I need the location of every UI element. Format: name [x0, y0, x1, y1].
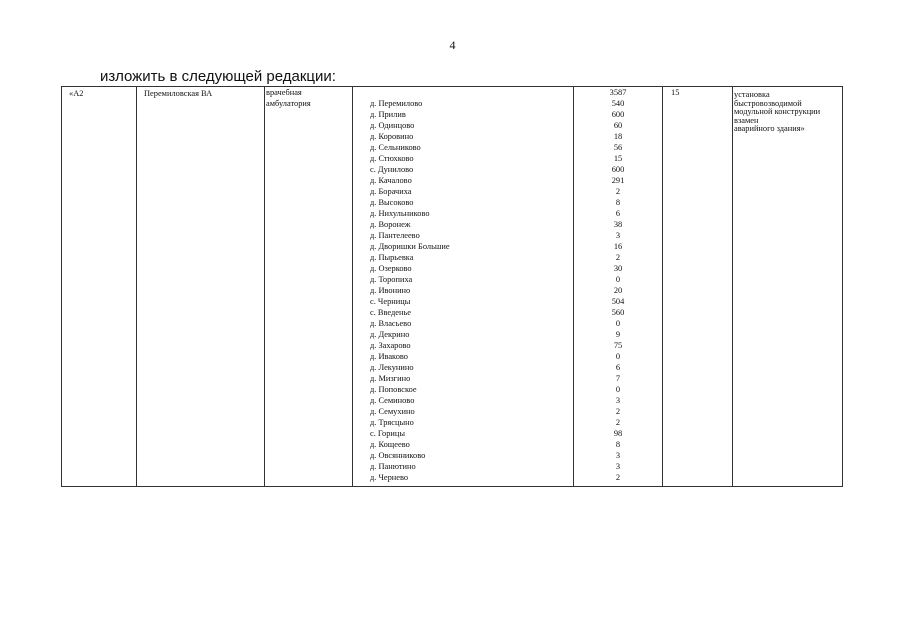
- settlement-population: 56: [613, 143, 623, 152]
- settlement-population: 600: [611, 110, 625, 119]
- facility-type-cell: [265, 87, 353, 487]
- settlement-name: д. Захарово: [370, 341, 411, 350]
- settlement-population: 3: [615, 396, 621, 405]
- settlement-population: 20: [613, 286, 623, 295]
- settlement-name: д. Коровино: [370, 132, 414, 141]
- settlement-population: 3: [615, 451, 621, 460]
- page-number: 4: [449, 38, 456, 52]
- settlement-name: д. Декрино: [370, 330, 410, 339]
- settlement-name: д. Иваково: [370, 352, 408, 361]
- notes-line: модульной конструкции: [734, 107, 821, 116]
- facility-table: [61, 86, 843, 487]
- settlement-name: д. Дворишки Большие: [370, 242, 450, 251]
- settlement-population: 8: [615, 198, 621, 207]
- settlement-population: 75: [613, 341, 623, 350]
- settlement-name: д. Борачиха: [370, 187, 412, 196]
- settlement-name: с. Горицы: [370, 429, 405, 438]
- settlement-name: д. Высоково: [370, 198, 414, 207]
- settlement-name: д. Воронеж: [370, 220, 411, 229]
- settlement-population: 2: [615, 407, 621, 416]
- settlement-population: 2: [615, 473, 621, 482]
- code-cell: «А2: [62, 87, 137, 487]
- settlement-population: 2: [615, 187, 621, 196]
- settlement-population: 0: [615, 385, 621, 394]
- settlement-population: 6: [615, 209, 621, 218]
- settlement-population: 60: [613, 121, 623, 130]
- settlement-name: с. Введенье: [370, 308, 411, 317]
- settlement-population: 0: [615, 275, 621, 284]
- settlement-name: д. Сельниково: [370, 143, 421, 152]
- settlement-population: 9: [615, 330, 621, 339]
- settlement-population: 291: [611, 176, 625, 185]
- settlement-name: д. Чернево: [370, 473, 409, 482]
- settlement-name: д. Панютино: [370, 462, 416, 471]
- settlement-name: д. Кощеево: [370, 440, 410, 449]
- table-row: [62, 87, 843, 487]
- settlement-name: д. Мизгино: [370, 374, 411, 383]
- settlement-name: д. Лекунино: [370, 363, 414, 372]
- settlement-name: д. Перемилово: [370, 99, 423, 108]
- notes-line: быстровозводимой: [734, 98, 802, 108]
- settlement-population: 560: [611, 308, 625, 317]
- settlement-population: 15: [613, 154, 623, 163]
- settlements-cell: [353, 87, 574, 487]
- settlement-population: 98: [613, 429, 623, 438]
- settlement-name: д. Семиново: [370, 396, 415, 405]
- settlement-population: 18: [613, 132, 623, 141]
- settlement-population: 7: [615, 374, 621, 383]
- settlement-population: 30: [613, 264, 623, 273]
- settlement-name: д. Пырьевка: [370, 253, 414, 262]
- settlement-name: д. Поповское: [370, 385, 417, 394]
- settlement-name: д. Пантелеево: [370, 231, 420, 240]
- settlement-name: д. Стюхково: [370, 154, 414, 163]
- settlement-name: д. Качалово: [370, 176, 412, 185]
- notes-line: установка: [734, 90, 770, 99]
- settlement-population: 0: [615, 352, 621, 361]
- settlement-name: д. Озерково: [370, 264, 412, 273]
- settlement-population: 8: [615, 440, 621, 449]
- settlement-name: д. Власьево: [370, 319, 412, 328]
- settlement-name: д. Овсянниково: [370, 451, 426, 460]
- settlement-population: 540: [611, 99, 625, 108]
- settlement-population: 0: [615, 319, 621, 328]
- settlement-population: 3: [615, 462, 621, 471]
- settlement-name: д. Семухино: [370, 407, 415, 416]
- population-cell: [574, 87, 663, 487]
- settlement-population: 2: [615, 418, 621, 427]
- notes-line: взамен: [734, 115, 759, 125]
- settlement-name: д. Трясцыно: [370, 418, 414, 427]
- settlement-name: д. Прилив: [370, 110, 406, 119]
- notes-line: аварийного здания»: [734, 124, 805, 133]
- settlement-name: д. Одинцово: [370, 121, 415, 130]
- settlement-population: 2: [615, 253, 621, 262]
- settlement-population: 16: [613, 242, 623, 251]
- facility-type-line: врачебная: [266, 88, 302, 97]
- facility-type-line: амбулатория: [266, 99, 311, 108]
- settlement-population: 38: [613, 220, 623, 229]
- settlement-name: д. Ивонино: [370, 286, 411, 295]
- population-total: 3587: [609, 88, 627, 97]
- name-cell: Перемиловская ВА: [137, 87, 265, 487]
- settlement-name: д. Торопиха: [370, 275, 413, 284]
- settlement-population: 6: [615, 363, 621, 372]
- settlement-name: с. Дунилово: [370, 165, 414, 174]
- settlement-population: 600: [611, 165, 625, 174]
- settlement-name: с. Черницы: [370, 297, 411, 306]
- intro-text: изложить в следующей редакции:: [100, 68, 336, 85]
- settlement-population: 504: [611, 297, 625, 306]
- notes-cell: [733, 87, 843, 487]
- count-cell: 15: [663, 87, 733, 487]
- settlement-name: д. Нихульниково: [370, 209, 430, 218]
- settlement-population: 3: [615, 231, 621, 240]
